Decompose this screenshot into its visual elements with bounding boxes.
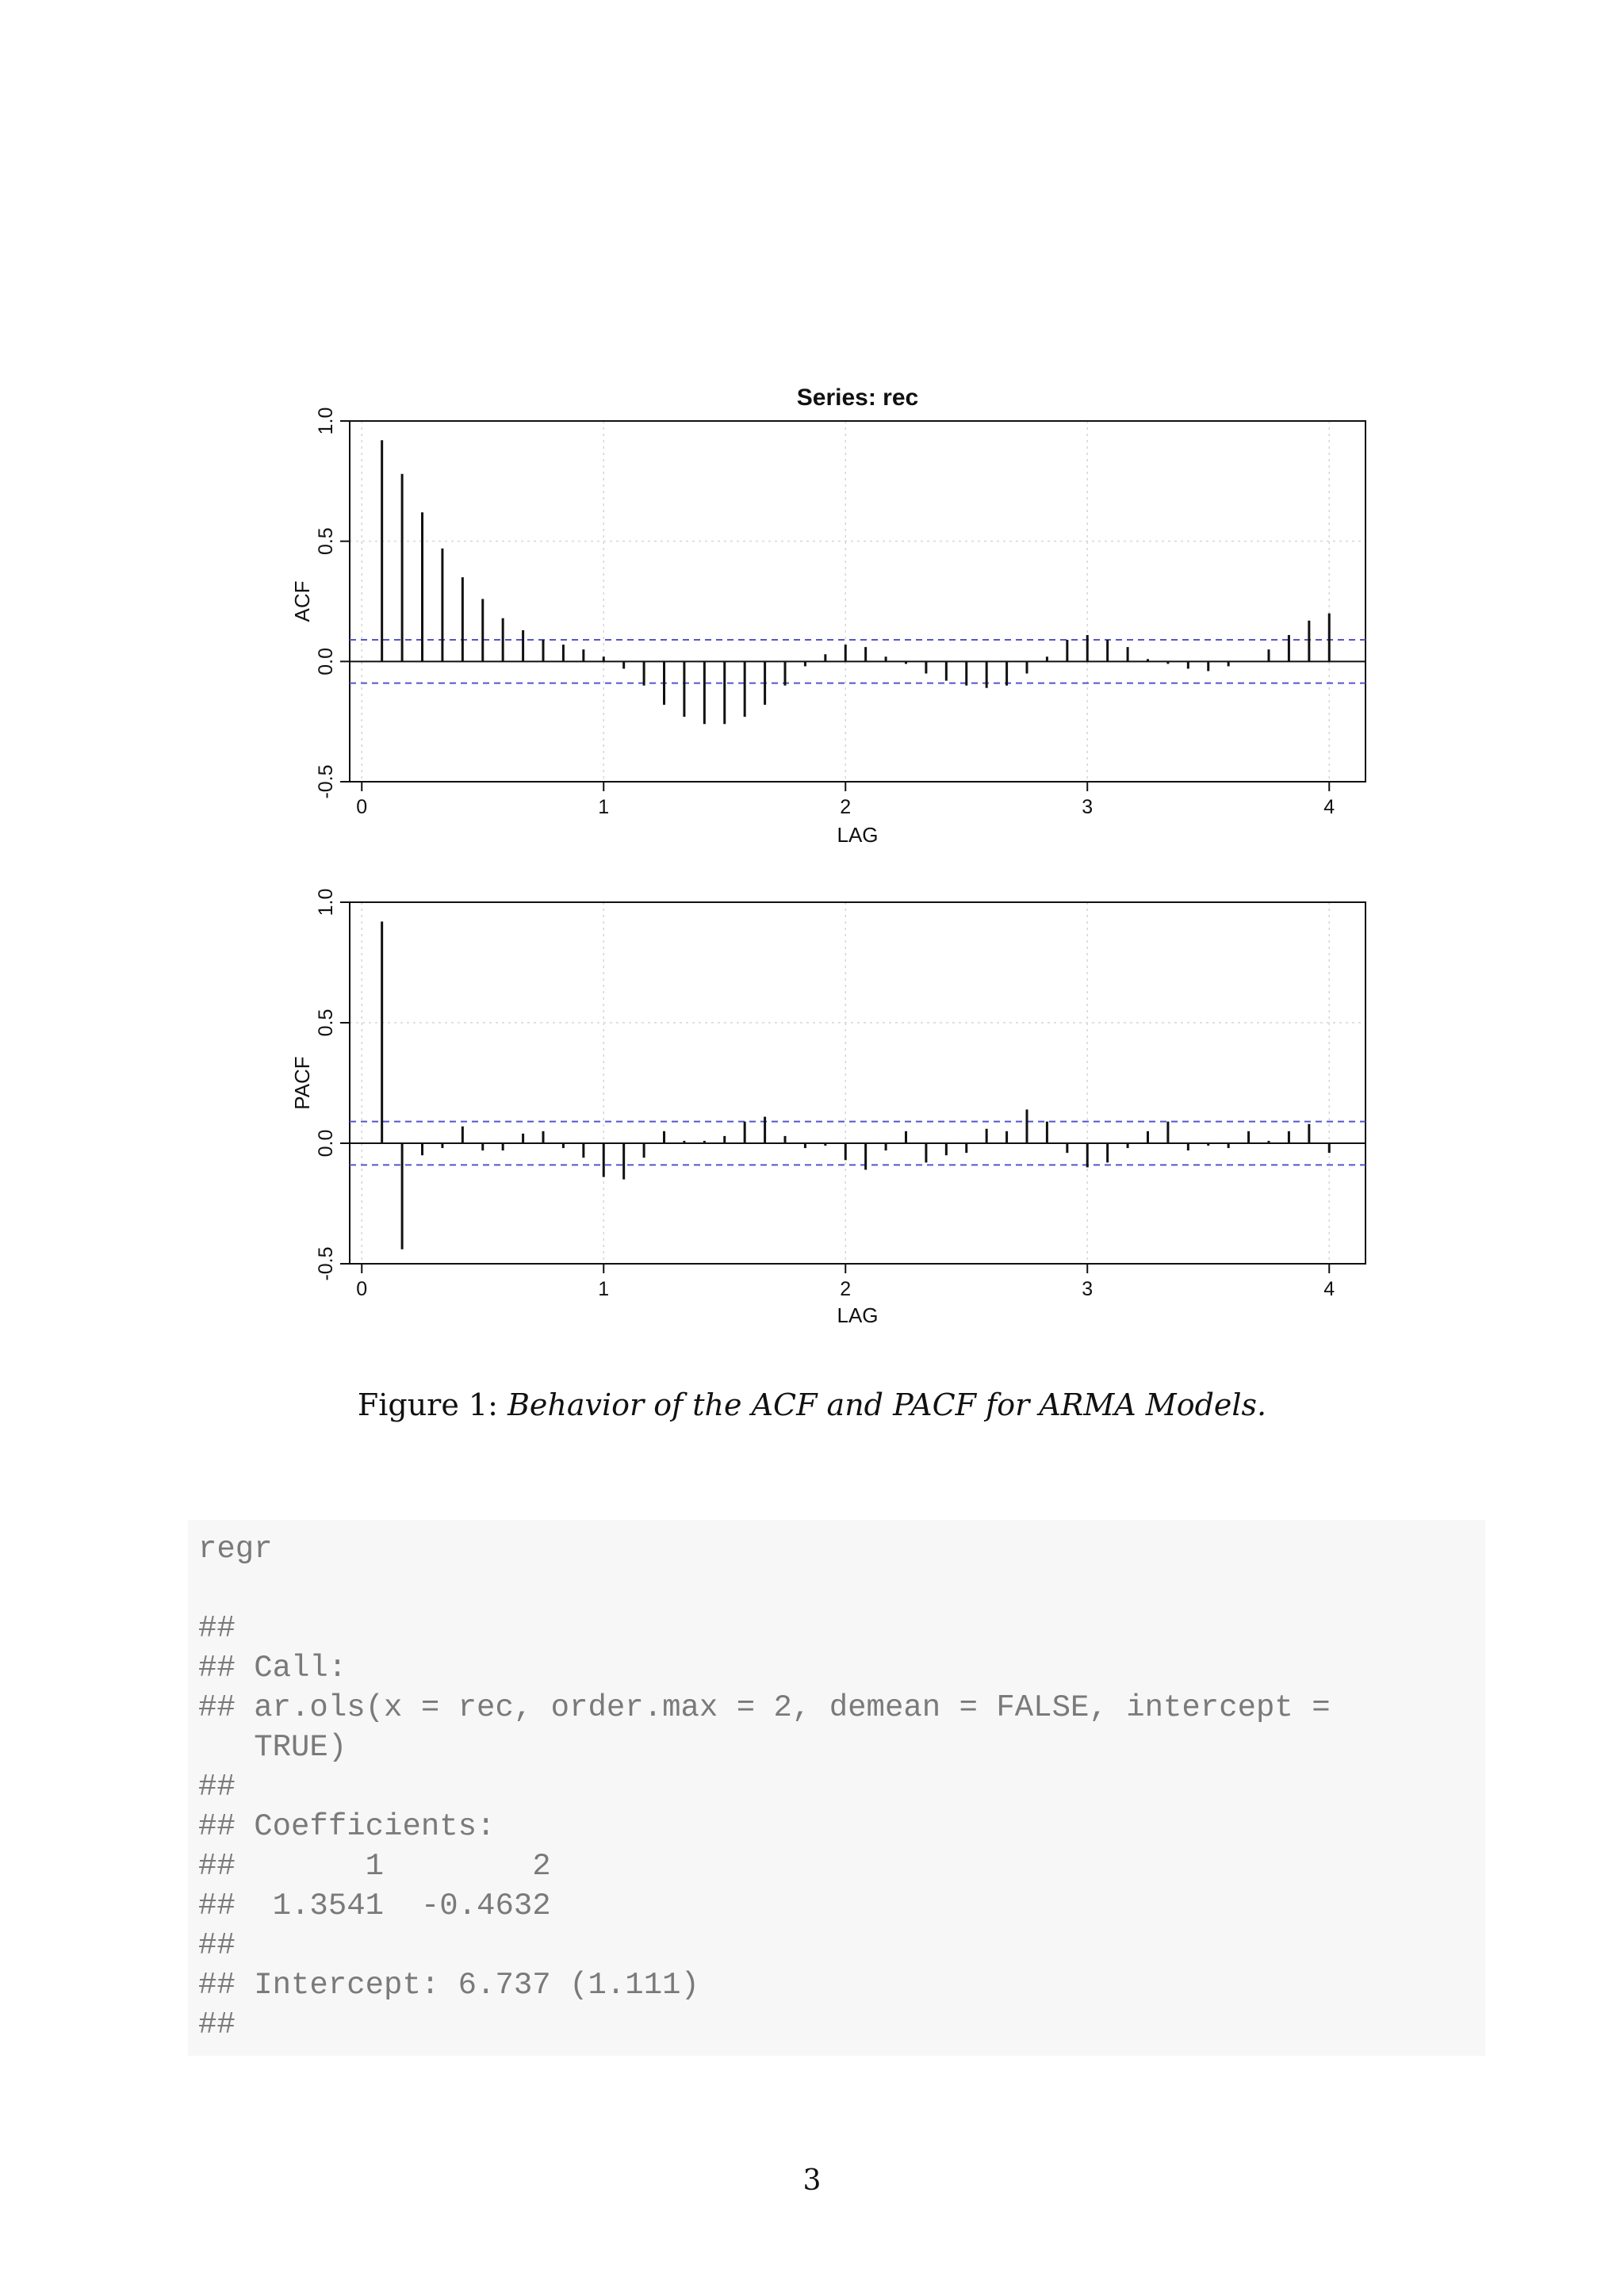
acf-x-tick-label: 2 (840, 796, 852, 818)
code-line: ## (198, 1611, 236, 1646)
acf-chart-title: Series: rec (796, 385, 919, 411)
code-line: ## Coefficients: (198, 1809, 496, 1844)
acf-y-tick-label: 1.0 (315, 407, 337, 435)
pacf-x-tick-label: 2 (840, 1278, 852, 1300)
pacf-x-tick-label: 4 (1323, 1278, 1335, 1300)
code-line: ## 1 2 (198, 1849, 551, 1884)
code-line: ## Call: (198, 1651, 347, 1686)
acf-x-tick-label: 0 (356, 796, 368, 818)
code-line (198, 1569, 1485, 1609)
acf-y-tick-label: 0.0 (315, 647, 337, 675)
code-line: ## ar.ols(x = rec, order.max = 2, demean = FALSE, intercept = (198, 1690, 1331, 1725)
acf-x-tick-label: 1 (598, 796, 610, 818)
acf-y-tick-label: 0.5 (315, 527, 337, 556)
figure-caption (0, 1387, 1624, 1422)
pacf-plot-frame (350, 902, 1365, 1264)
pacf-x-tick-label: 1 (598, 1278, 610, 1300)
acf-y-axis-label: ACF (290, 580, 314, 622)
acf-x-axis-label: LAG (837, 823, 879, 847)
pacf-y-tick-label: 0.0 (315, 1129, 337, 1158)
pacf-y-tick-label: -0.5 (315, 1246, 337, 1281)
code-line: ## Intercept: 6.737 (1.111) (198, 1968, 699, 2003)
pacf-y-axis-label: PACF (290, 1056, 314, 1110)
code-line: ## (198, 2007, 236, 2042)
code-line: ## 1.3541 -0.4632 (198, 1888, 551, 1923)
acf-x-tick-label: 4 (1323, 796, 1335, 818)
code-line: TRUE) (198, 1730, 347, 1765)
pacf-y-tick-label: 1.0 (315, 888, 337, 916)
code-line: ## (198, 1928, 236, 1963)
acf-y-tick-label: -0.5 (315, 764, 337, 799)
code-lines (198, 1529, 1485, 2045)
caption-label: Figure 1: (357, 1387, 498, 1422)
pacf-x-tick-label: 0 (356, 1278, 368, 1300)
page-number: 3 (802, 2164, 822, 2197)
code-line: regr (198, 1532, 273, 1567)
caption-text: Behavior of the ACF and PACF for ARMA Models. (507, 1387, 1267, 1422)
pacf-x-tick-label: 3 (1082, 1278, 1094, 1300)
pacf-y-tick-label: 0.5 (315, 1008, 337, 1037)
pacf-x-axis-label: LAG (837, 1303, 879, 1327)
code-line: ## (198, 1770, 236, 1804)
code-block (188, 1520, 1485, 2056)
acf-x-tick-label: 3 (1082, 796, 1094, 818)
acf-plot-frame (350, 421, 1365, 782)
